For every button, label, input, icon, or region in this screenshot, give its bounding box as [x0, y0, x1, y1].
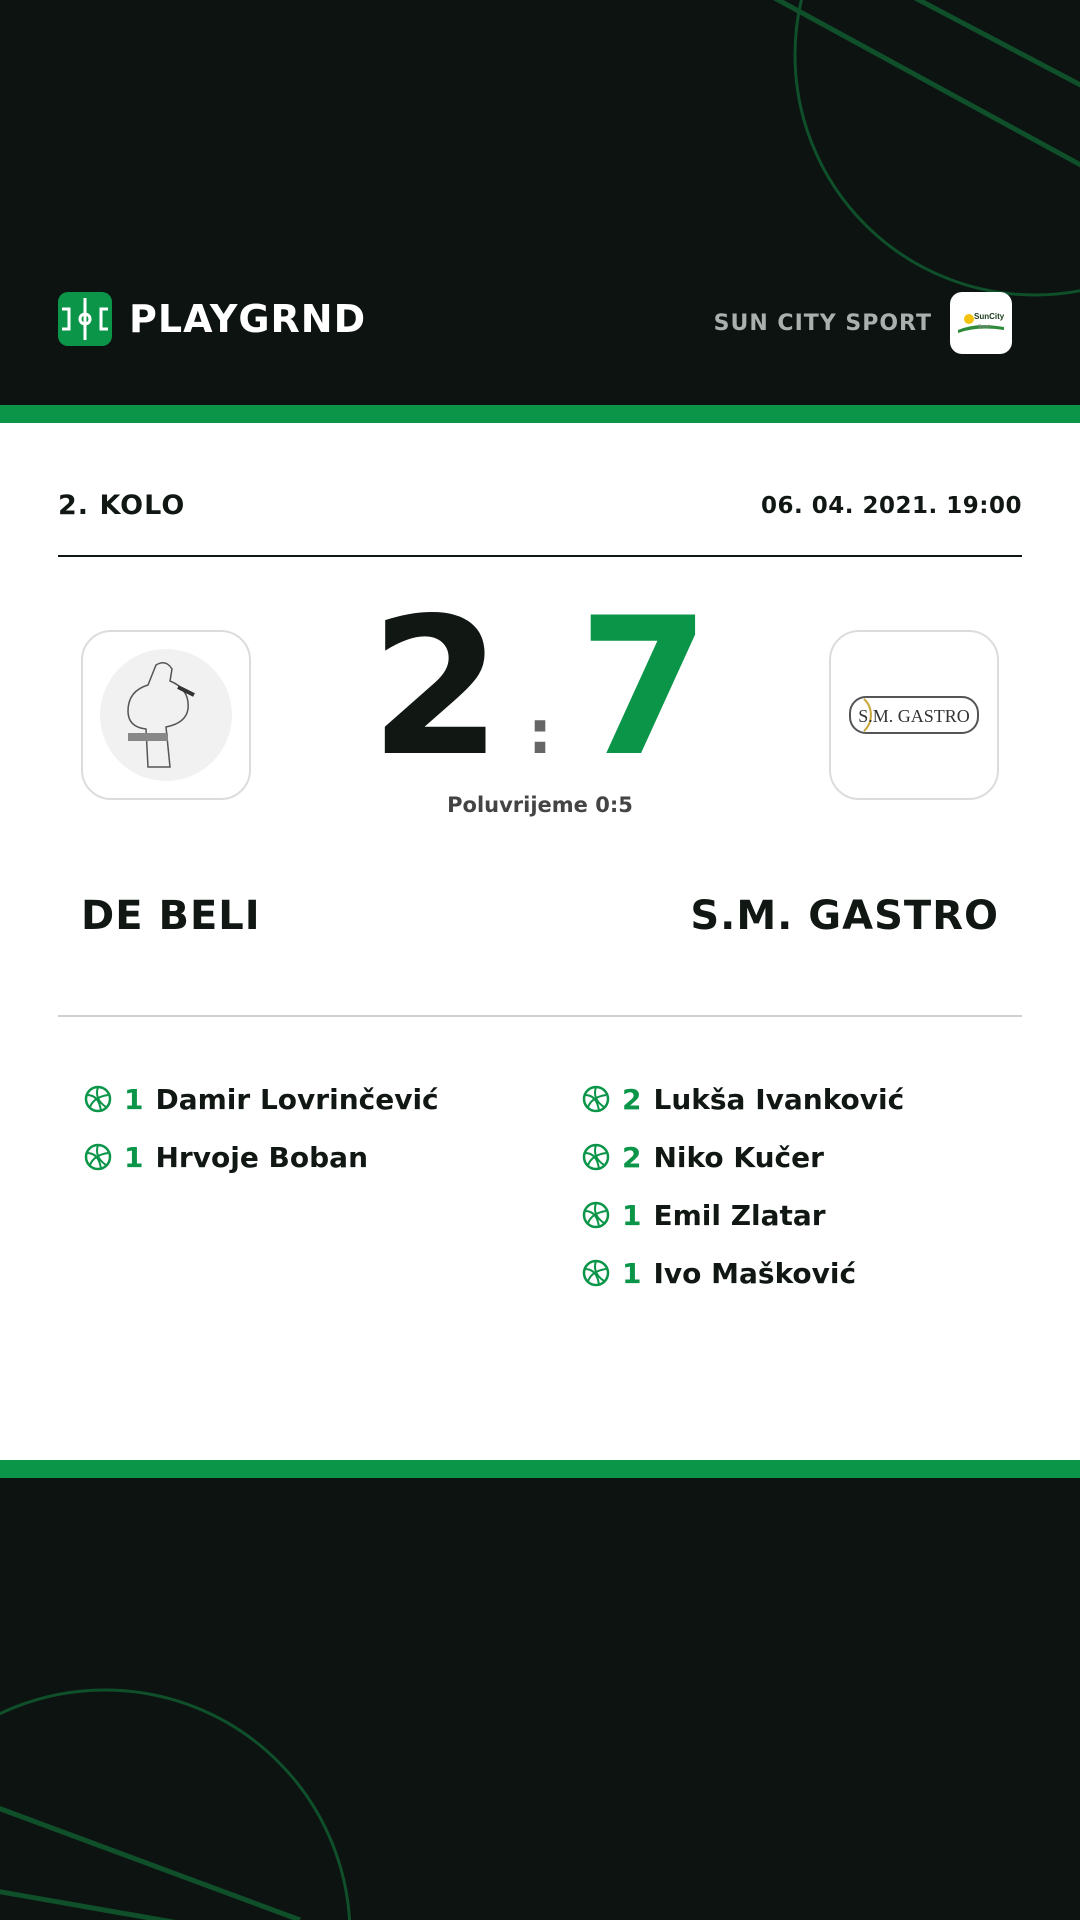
list-item: [582, 1244, 904, 1302]
scorer-name: Hrvoje Boban: [155, 1140, 368, 1174]
football-icon: [84, 1085, 112, 1113]
brand-name: PLAYGRND: [129, 297, 367, 341]
goal-count: 1: [622, 1256, 642, 1290]
svg-text:S.M. GASTRO: S.M. GASTRO: [858, 706, 970, 726]
list-item: [84, 1070, 439, 1128]
scorer-name: Damir Lovrinčević: [155, 1082, 439, 1116]
goal-count: 1: [124, 1082, 144, 1116]
home-scorers-list: [84, 1070, 439, 1186]
football-icon: [84, 1143, 112, 1171]
divider: [58, 1015, 1022, 1017]
list-item: [582, 1070, 904, 1128]
away-team-name: S.M. GASTRO: [690, 893, 999, 939]
away-score: 7: [578, 577, 711, 798]
home-score: 2: [369, 577, 502, 798]
scoreboard: [0, 577, 1080, 798]
goal-count: 1: [124, 1140, 144, 1174]
scorer-name: Ivo Mašković: [653, 1256, 857, 1290]
football-icon: [582, 1143, 610, 1171]
football-pitch-icon: [58, 292, 112, 346]
goal-count: 1: [622, 1198, 642, 1232]
sponsor: [714, 292, 1012, 354]
brand: [58, 292, 366, 346]
scorer-name: Emil Zlatar: [653, 1198, 826, 1232]
accent-bar-top: [0, 405, 1080, 423]
svg-text:SunCity: SunCity: [974, 312, 1005, 321]
accent-bar-bottom: [0, 1460, 1080, 1478]
scorer-name: Lukša Ivanković: [653, 1082, 905, 1116]
home-team-name: DE BELI: [81, 893, 261, 939]
goal-count: 2: [622, 1082, 642, 1116]
football-icon: [582, 1259, 610, 1287]
halftime-score: Poluvrijeme 0:5: [447, 793, 633, 817]
round-label: 2. KOLO: [58, 490, 186, 521]
svg-text:Sport: Sport: [978, 324, 990, 330]
football-icon: [582, 1085, 610, 1113]
scorer-name: Niko Kučer: [653, 1140, 824, 1174]
match-card: [0, 423, 1080, 1460]
sponsor-name: SUN CITY SPORT: [713, 310, 932, 336]
match-datetime: 06. 04. 2021. 19:00: [761, 493, 1022, 519]
list-item: [84, 1128, 439, 1186]
away-scorers-list: [582, 1070, 904, 1302]
goal-count: 2: [622, 1140, 642, 1174]
list-item: [582, 1186, 904, 1244]
divider: [58, 555, 1022, 557]
header: [0, 0, 1080, 405]
sponsor-logo: [950, 292, 1012, 354]
list-item: [582, 1128, 904, 1186]
football-icon: [582, 1201, 610, 1229]
score-separator: :: [528, 698, 552, 768]
